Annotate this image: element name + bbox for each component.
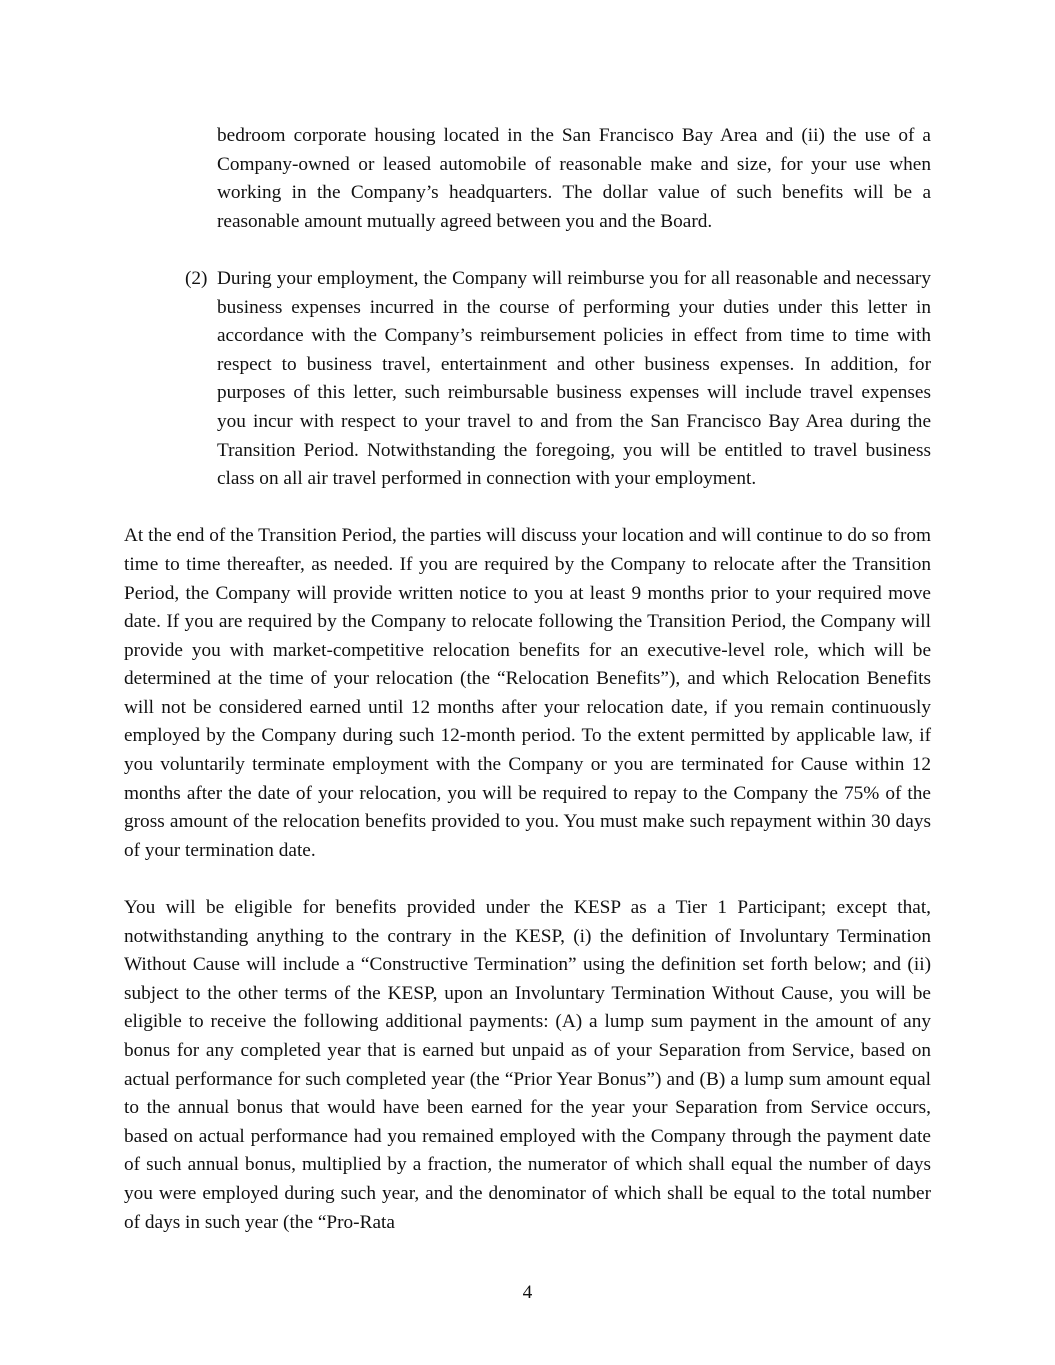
- relocation-paragraph: At the end of the Transition Period, the parties will discuss your location and will continue to do so from time to time thereafter, as needed. If you are required by the Company to relocate after the Transition Period, the Company will provide written notice to you at least 9 months prior to your required move date. If you are required by the Company to relocate following the Transition Period, the Company will provide you with market-competitive relocation benefits for an executive-level role, which will be determined at the time of your relocation (the “Relocation Benefits”), and which Relocation Benefits will not be considered earned until 12 months after your relocation date, if you remain continuously employed by the Company during such 12-month period. To the extent permitted by applicable law, if you voluntarily terminate employment with the Company or you are terminated for Cause within 12 months after the date of your relocation, you will be required to repay to the Company the 75% of the gross amount of the relocation benefits provided to you. You must make such repayment within 30 days of your termination date.: [124, 525, 931, 861]
- item-number-label: (2): [185, 267, 208, 289]
- document-body: [124, 122, 931, 1266]
- continued-paragraph: bedroom corporate housing located in the San Francisco Bay Area and (ii) the use of a Company-owned or leased automobile of reasonable make and size, for your use when working in the Company’s headquarters. The dollar value of such benefits will be a reasonable amount mutually agreed between you and the Board.: [217, 125, 931, 232]
- page-number: 4: [522, 1282, 533, 1303]
- item-2-text: During your employment, the Company will reimburse you for all reasonable and necessary business expenses incurred in the course of performing your duties under this letter in accordance with the Company’s reimbursement policies in effect from time to time with respect to business travel, entertainment and other business expenses. In addition, for purposes of this letter, such reimbursable business expenses will include travel expenses you incur with respect to your travel to and from the San Francisco Bay Area during the Transition Period. Notwithstanding the foregoing, you will be entitled to travel business class on all air travel performed in connection with your employment.: [217, 267, 931, 490]
- numbered-item-2: [124, 265, 931, 494]
- kesp-paragraph: You will be eligible for benefits provided under the KESP as a Tier 1 Participant; except that, notwithstanding anything to the contrary in the KESP, (i) the definition of Involuntary Termination Without Cause will include a “Constructive Termination” using the definition set forth below; and (ii) subject to the other terms of the KESP, upon an Involuntary Termination Without Cause, you will be eligible to receive the following additional payments: (A) a lump sum payment in the amount of any bonus for any completed year that is earned but unpaid as of your Separation from Service, based on actual performance for such completed year (the “Prior Year Bonus”) and (B) a lump sum amount equal to the annual bonus that would have been earned for the year your Separation from Service occurs, based on actual performance had you remained employed with the Company through the payment date of such annual bonus, multiplied by a fraction, the numerator of which shall equal the number of days you were employed during such year, and the denominator of which shall be equal to the total number of days in such year (the “Pro-Rata: [124, 897, 931, 1233]
